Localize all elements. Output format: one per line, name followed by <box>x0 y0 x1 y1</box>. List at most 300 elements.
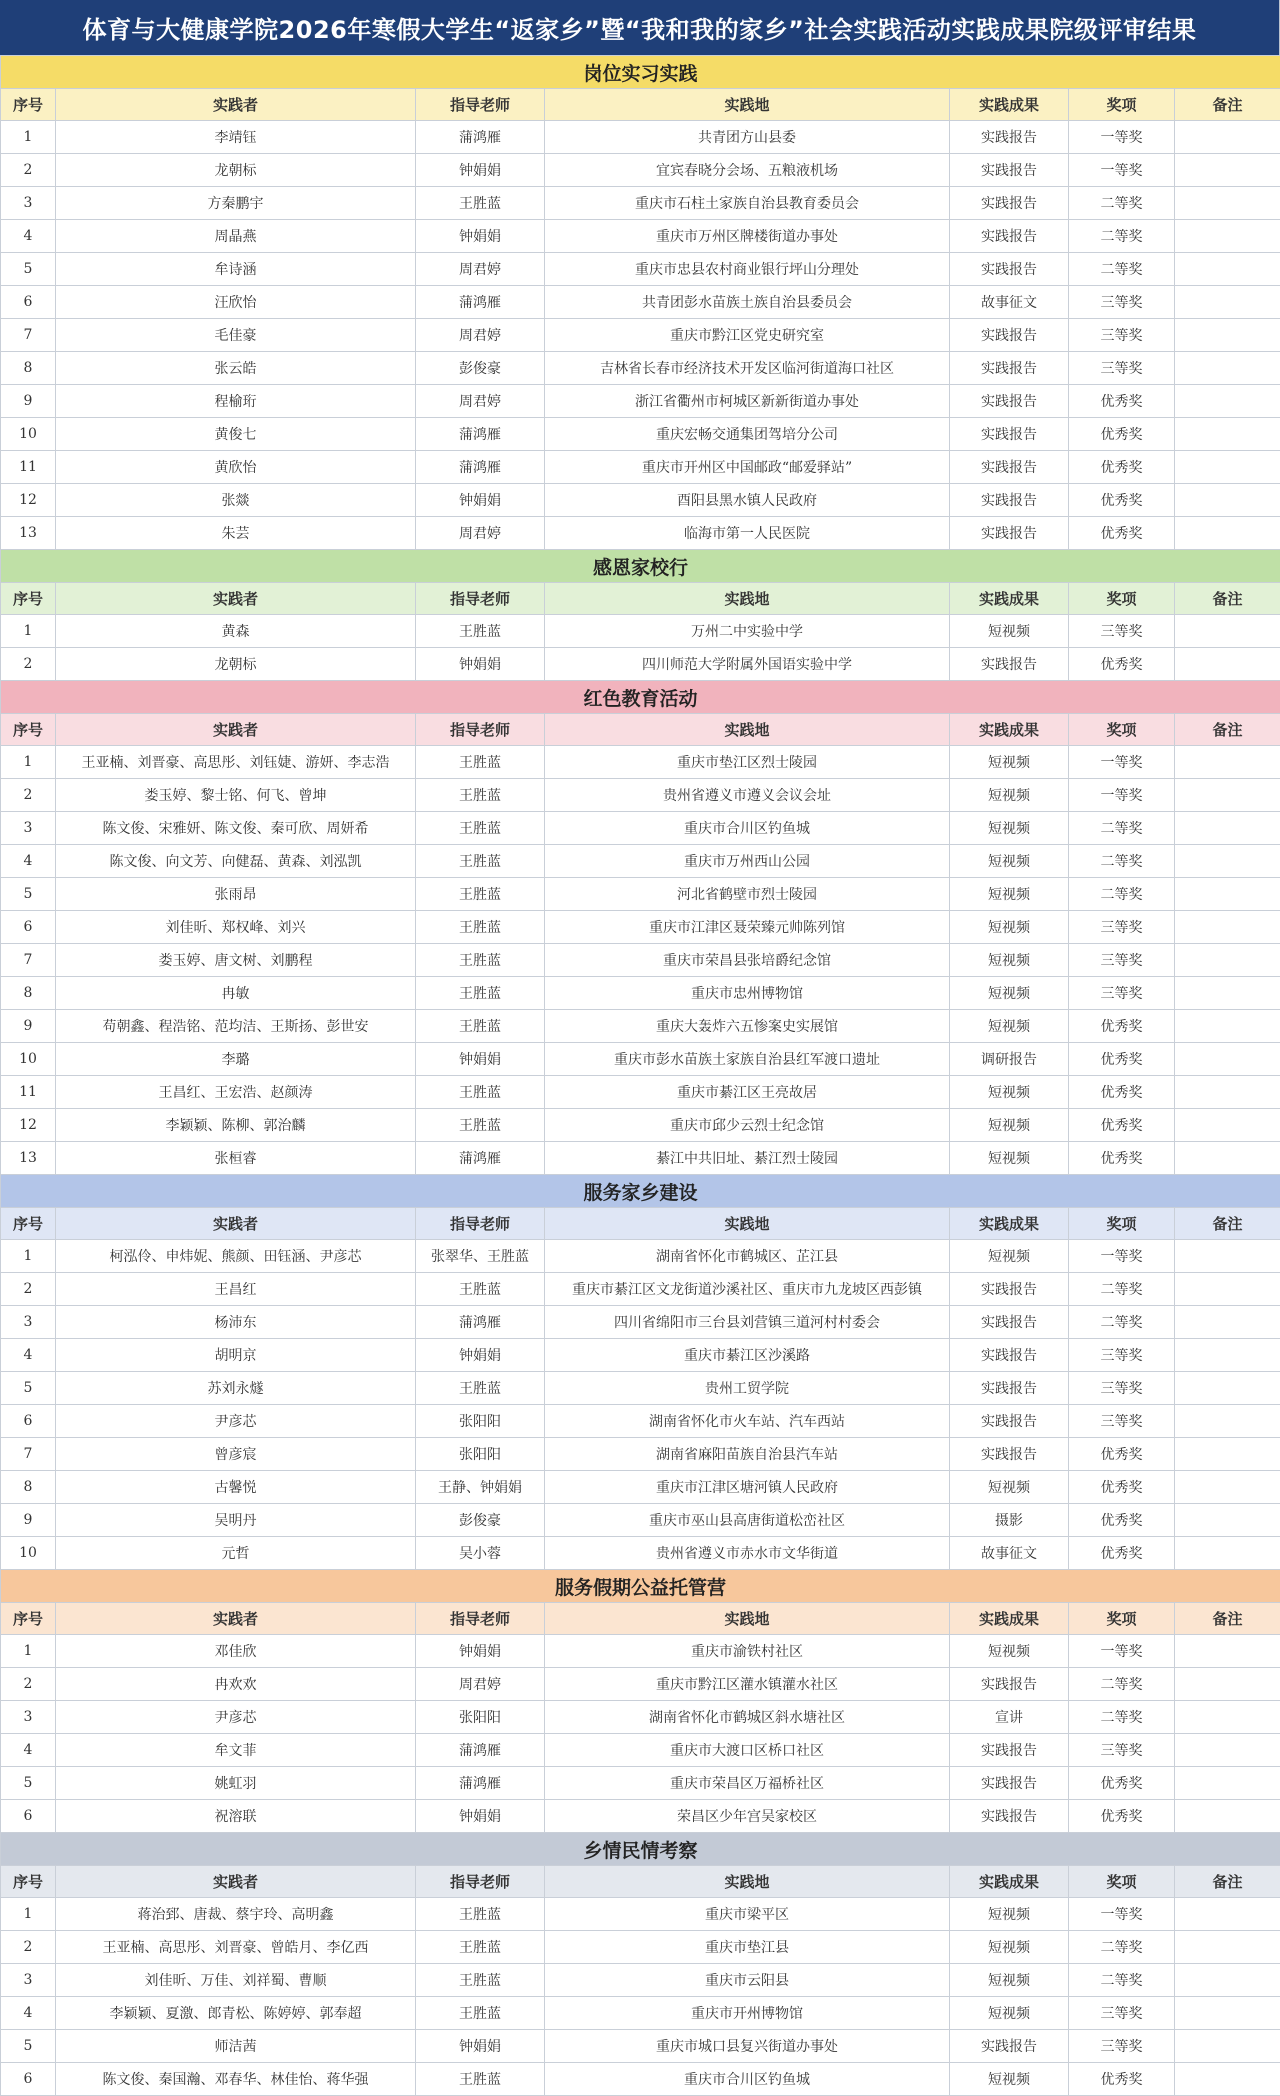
cell-col-remark <box>1175 1997 1280 2030</box>
table-row <box>1 1339 1280 1372</box>
table-row <box>1 187 1280 220</box>
column-header-col-practitioner: 实践者 <box>56 1866 416 1898</box>
cell-col-result: 实践报告 <box>950 187 1069 220</box>
table-row <box>1 1240 1280 1273</box>
cell-col-teacher: 钟娟娟 <box>416 220 545 253</box>
cell-col-location: 重庆宏畅交通集团驾培分公司 <box>545 418 950 451</box>
cell-col-remark <box>1175 286 1280 319</box>
cell-col-result: 短视频 <box>950 944 1069 977</box>
table-row <box>1 1537 1280 1570</box>
cell-col-award: 优秀奖 <box>1069 1043 1175 1076</box>
column-header-col-teacher: 指导老师 <box>416 714 545 746</box>
section-title: 感恩家校行 <box>1 550 1280 583</box>
cell-col-teacher: 王胜蓝 <box>416 1010 545 1043</box>
section-title: 服务假期公益托管营 <box>1 1570 1280 1603</box>
cell-col-location: 湖南省麻阳苗族自治县汽车站 <box>545 1438 950 1471</box>
table-row <box>1 1701 1280 1734</box>
cell-col-index: 4 <box>1 220 56 253</box>
column-header-col-award: 奖项 <box>1069 1208 1175 1240</box>
cell-col-practitioner: 黄欣怡 <box>56 451 416 484</box>
cell-col-teacher: 王胜蓝 <box>416 1372 545 1405</box>
cell-col-remark <box>1175 1043 1280 1076</box>
cell-col-location: 重庆市开州区中国邮政“邮爱驿站” <box>545 451 950 484</box>
cell-col-result: 短视频 <box>950 911 1069 944</box>
cell-col-award: 二等奖 <box>1069 1668 1175 1701</box>
cell-col-award: 三等奖 <box>1069 911 1175 944</box>
cell-col-teacher: 周君婷 <box>416 319 545 352</box>
cell-col-award: 二等奖 <box>1069 812 1175 845</box>
cell-col-teacher: 王胜蓝 <box>416 1273 545 1306</box>
cell-col-result: 实践报告 <box>950 1339 1069 1372</box>
cell-col-practitioner: 陈文俊、向文芳、向健磊、黄森、刘泓凯 <box>56 845 416 878</box>
cell-col-remark <box>1175 1372 1280 1405</box>
cell-col-practitioner: 王昌红 <box>56 1273 416 1306</box>
cell-col-award: 优秀奖 <box>1069 418 1175 451</box>
cell-col-location: 重庆市垫江区烈士陵园 <box>545 746 950 779</box>
results-table <box>0 55 1280 2096</box>
cell-col-teacher: 王胜蓝 <box>416 812 545 845</box>
cell-col-result: 短视频 <box>950 1010 1069 1043</box>
cell-col-practitioner: 尹彦芯 <box>56 1405 416 1438</box>
cell-col-award: 二等奖 <box>1069 878 1175 911</box>
cell-col-location: 湖南省怀化市鹤城区、芷江县 <box>545 1240 950 1273</box>
cell-col-index: 6 <box>1 1800 56 1833</box>
page-title: 体育与大健康学院2026年寒假大学生“返家乡”暨“我和我的家乡”社会实践活动实践成果院级评审结果 <box>0 0 1279 55</box>
cell-col-practitioner: 王亚楠、高思彤、刘晋豪、曾皓月、李亿西 <box>56 1931 416 1964</box>
cell-col-index: 9 <box>1 1010 56 1043</box>
cell-col-award: 优秀奖 <box>1069 1800 1175 1833</box>
cell-col-index: 2 <box>1 154 56 187</box>
cell-col-practitioner: 陈文俊、宋雅妍、陈文俊、秦可欣、周妍希 <box>56 812 416 845</box>
cell-col-location: 重庆市忠州博物馆 <box>545 977 950 1010</box>
cell-col-practitioner: 娄玉婷、唐文树、刘鹏程 <box>56 944 416 977</box>
cell-col-index: 2 <box>1 779 56 812</box>
cell-col-award: 优秀奖 <box>1069 1142 1175 1175</box>
cell-col-location: 重庆市黔江区党史研究室 <box>545 319 950 352</box>
cell-col-result: 短视频 <box>950 1142 1069 1175</box>
cell-col-practitioner: 毛佳豪 <box>56 319 416 352</box>
cell-col-practitioner: 陈文俊、秦国瀚、邓春华、林佳怡、蒋华强 <box>56 2063 416 2096</box>
cell-col-index: 4 <box>1 845 56 878</box>
cell-col-location: 重庆市梁平区 <box>545 1898 950 1931</box>
cell-col-index: 3 <box>1 1306 56 1339</box>
cell-col-result: 实践报告 <box>950 220 1069 253</box>
cell-col-award: 二等奖 <box>1069 1273 1175 1306</box>
table-row <box>1 1504 1280 1537</box>
cell-col-remark <box>1175 1076 1280 1109</box>
cell-col-teacher: 王胜蓝 <box>416 878 545 911</box>
column-header-col-remark: 备注 <box>1175 1603 1280 1635</box>
cell-col-location: 贵州工贸学院 <box>545 1372 950 1405</box>
column-header-col-teacher: 指导老师 <box>416 1208 545 1240</box>
cell-col-result: 短视频 <box>950 1997 1069 2030</box>
cell-col-location: 重庆市城口县复兴街道办事处 <box>545 2030 950 2063</box>
cell-col-award: 优秀奖 <box>1069 1010 1175 1043</box>
cell-col-location: 重庆市合川区钓鱼城 <box>545 2063 950 2096</box>
cell-col-teacher: 蒲鸿雁 <box>416 121 545 154</box>
cell-col-practitioner: 邓佳欣 <box>56 1635 416 1668</box>
cell-col-location: 重庆市云阳县 <box>545 1964 950 1997</box>
cell-col-practitioner: 古馨悦 <box>56 1471 416 1504</box>
cell-col-practitioner: 张雨昂 <box>56 878 416 911</box>
cell-col-result: 短视频 <box>950 1240 1069 1273</box>
cell-col-practitioner: 张桓睿 <box>56 1142 416 1175</box>
cell-col-practitioner: 胡明京 <box>56 1339 416 1372</box>
cell-col-index: 10 <box>1 1537 56 1570</box>
column-header-col-award: 奖项 <box>1069 1603 1175 1635</box>
cell-col-practitioner: 周晶燕 <box>56 220 416 253</box>
column-header-col-remark: 备注 <box>1175 1866 1280 1898</box>
cell-col-location: 重庆市石柱土家族自治县教育委员会 <box>545 187 950 220</box>
cell-col-location: 重庆市荣昌县张培爵纪念馆 <box>545 944 950 977</box>
cell-col-location: 重庆市垫江县 <box>545 1931 950 1964</box>
cell-col-remark <box>1175 1537 1280 1570</box>
cell-col-teacher: 王胜蓝 <box>416 615 545 648</box>
column-header-col-result: 实践成果 <box>950 1603 1069 1635</box>
cell-col-practitioner: 牟文菲 <box>56 1734 416 1767</box>
cell-col-index: 9 <box>1 1504 56 1537</box>
column-header-row <box>1 1603 1280 1635</box>
cell-col-index: 13 <box>1 1142 56 1175</box>
cell-col-index: 10 <box>1 418 56 451</box>
table-row <box>1 977 1280 1010</box>
cell-col-remark <box>1175 484 1280 517</box>
cell-col-teacher: 王胜蓝 <box>416 746 545 779</box>
column-header-col-practitioner: 实践者 <box>56 89 416 121</box>
cell-col-index: 5 <box>1 1372 56 1405</box>
cell-col-index: 8 <box>1 352 56 385</box>
cell-col-location: 重庆大轰炸六五惨案史实展馆 <box>545 1010 950 1043</box>
cell-col-remark <box>1175 911 1280 944</box>
cell-col-award: 二等奖 <box>1069 253 1175 286</box>
cell-col-location: 湖南省怀化市火车站、汽车西站 <box>545 1405 950 1438</box>
cell-col-award: 三等奖 <box>1069 944 1175 977</box>
cell-col-teacher: 蒲鸿雁 <box>416 286 545 319</box>
cell-col-location: 重庆市彭水苗族土家族自治县红军渡口遗址 <box>545 1043 950 1076</box>
cell-col-location: 重庆市大渡口区桥口社区 <box>545 1734 950 1767</box>
cell-col-award: 二等奖 <box>1069 1964 1175 1997</box>
cell-col-result: 短视频 <box>950 1109 1069 1142</box>
table-row <box>1 451 1280 484</box>
cell-col-result: 实践报告 <box>950 1273 1069 1306</box>
cell-col-remark <box>1175 1635 1280 1668</box>
cell-col-remark <box>1175 977 1280 1010</box>
cell-col-award: 三等奖 <box>1069 1734 1175 1767</box>
table-row <box>1 1372 1280 1405</box>
cell-col-remark <box>1175 1800 1280 1833</box>
cell-col-practitioner: 苏刘永燧 <box>56 1372 416 1405</box>
column-header-col-teacher: 指导老师 <box>416 1603 545 1635</box>
cell-col-practitioner: 冉欢欢 <box>56 1668 416 1701</box>
results-table-body <box>1 56 1280 2096</box>
cell-col-teacher: 王胜蓝 <box>416 977 545 1010</box>
cell-col-teacher: 钟娟娟 <box>416 1800 545 1833</box>
cell-col-award: 优秀奖 <box>1069 1504 1175 1537</box>
column-header-col-index: 序号 <box>1 1208 56 1240</box>
cell-col-award: 优秀奖 <box>1069 648 1175 681</box>
cell-col-index: 9 <box>1 385 56 418</box>
cell-col-result: 短视频 <box>950 845 1069 878</box>
cell-col-practitioner: 张燚 <box>56 484 416 517</box>
cell-col-practitioner: 师洁茜 <box>56 2030 416 2063</box>
cell-col-index: 1 <box>1 746 56 779</box>
cell-col-result: 实践报告 <box>950 1800 1069 1833</box>
table-row <box>1 944 1280 977</box>
cell-col-award: 二等奖 <box>1069 220 1175 253</box>
cell-col-teacher: 王胜蓝 <box>416 2063 545 2096</box>
cell-col-remark <box>1175 517 1280 550</box>
table-row <box>1 1405 1280 1438</box>
cell-col-location: 重庆市邱少云烈士纪念馆 <box>545 1109 950 1142</box>
cell-col-practitioner: 冉敏 <box>56 977 416 1010</box>
table-row <box>1 154 1280 187</box>
cell-col-location: 湖南省怀化市鹤城区斜水塘社区 <box>545 1701 950 1734</box>
cell-col-location: 綦江中共旧址、綦江烈士陵园 <box>545 1142 950 1175</box>
column-header-col-location: 实践地 <box>545 89 950 121</box>
cell-col-index: 5 <box>1 253 56 286</box>
cell-col-remark <box>1175 187 1280 220</box>
cell-col-result: 短视频 <box>950 977 1069 1010</box>
cell-col-remark <box>1175 253 1280 286</box>
cell-col-remark <box>1175 418 1280 451</box>
cell-col-index: 5 <box>1 878 56 911</box>
cell-col-award: 优秀奖 <box>1069 1076 1175 1109</box>
column-header-col-teacher: 指导老师 <box>416 1866 545 1898</box>
cell-col-remark <box>1175 2063 1280 2096</box>
column-header-col-location: 实践地 <box>545 1208 950 1240</box>
cell-col-practitioner: 元哲 <box>56 1537 416 1570</box>
table-row <box>1 253 1280 286</box>
cell-col-award: 三等奖 <box>1069 977 1175 1010</box>
section-title-row <box>1 1570 1280 1603</box>
cell-col-remark <box>1175 2030 1280 2063</box>
column-header-col-teacher: 指导老师 <box>416 583 545 615</box>
table-row <box>1 418 1280 451</box>
cell-col-index: 3 <box>1 812 56 845</box>
cell-col-practitioner: 刘佳昕、万佳、刘祥蜀、曹顺 <box>56 1964 416 1997</box>
cell-col-result: 实践报告 <box>950 352 1069 385</box>
cell-col-index: 1 <box>1 1635 56 1668</box>
cell-col-result: 宣讲 <box>950 1701 1069 1734</box>
cell-col-award: 三等奖 <box>1069 286 1175 319</box>
cell-col-teacher: 王胜蓝 <box>416 187 545 220</box>
cell-col-remark <box>1175 648 1280 681</box>
table-row <box>1 1767 1280 1800</box>
table-row <box>1 615 1280 648</box>
table-row <box>1 484 1280 517</box>
cell-col-award: 优秀奖 <box>1069 1109 1175 1142</box>
section-title: 乡情民情考察 <box>1 1833 1280 1866</box>
cell-col-location: 重庆市綦江区沙溪路 <box>545 1339 950 1372</box>
cell-col-award: 优秀奖 <box>1069 2063 1175 2096</box>
table-row <box>1 319 1280 352</box>
cell-col-remark <box>1175 1240 1280 1273</box>
cell-col-award: 三等奖 <box>1069 319 1175 352</box>
cell-col-result: 故事征文 <box>950 1537 1069 1570</box>
cell-col-index: 2 <box>1 1931 56 1964</box>
cell-col-result: 实践报告 <box>950 1306 1069 1339</box>
cell-col-practitioner: 汪欣怡 <box>56 286 416 319</box>
cell-col-teacher: 王胜蓝 <box>416 1997 545 2030</box>
cell-col-result: 短视频 <box>950 2063 1069 2096</box>
cell-col-location: 贵州省遵义市赤水市文华街道 <box>545 1537 950 1570</box>
cell-col-location: 重庆市忠县农村商业银行坪山分理处 <box>545 253 950 286</box>
cell-col-location: 共青团方山县委 <box>545 121 950 154</box>
cell-col-result: 短视频 <box>950 1076 1069 1109</box>
cell-col-teacher: 王胜蓝 <box>416 1076 545 1109</box>
table-row <box>1 1010 1280 1043</box>
cell-col-remark <box>1175 319 1280 352</box>
cell-col-index: 12 <box>1 484 56 517</box>
cell-col-index: 6 <box>1 1405 56 1438</box>
section-title-row <box>1 681 1280 714</box>
cell-col-index: 5 <box>1 1767 56 1800</box>
cell-col-index: 6 <box>1 2063 56 2096</box>
table-row <box>1 1668 1280 1701</box>
cell-col-award: 三等奖 <box>1069 2030 1175 2063</box>
cell-col-result: 短视频 <box>950 1471 1069 1504</box>
section-title-row <box>1 1175 1280 1208</box>
cell-col-practitioner: 程榆珩 <box>56 385 416 418</box>
cell-col-remark <box>1175 1339 1280 1372</box>
column-header-col-result: 实践成果 <box>950 714 1069 746</box>
column-header-col-index: 序号 <box>1 583 56 615</box>
cell-col-practitioner: 王昌红、王宏浩、赵颜涛 <box>56 1076 416 1109</box>
table-row <box>1 1109 1280 1142</box>
column-header-col-index: 序号 <box>1 1603 56 1635</box>
table-row <box>1 220 1280 253</box>
cell-col-teacher: 张翠华、王胜蓝 <box>416 1240 545 1273</box>
cell-col-remark <box>1175 845 1280 878</box>
cell-col-award: 优秀奖 <box>1069 1471 1175 1504</box>
cell-col-index: 3 <box>1 1964 56 1997</box>
cell-col-award: 二等奖 <box>1069 1931 1175 1964</box>
cell-col-index: 6 <box>1 286 56 319</box>
cell-col-location: 临海市第一人民医院 <box>545 517 950 550</box>
cell-col-practitioner: 方秦鹏宇 <box>56 187 416 220</box>
cell-col-index: 7 <box>1 1438 56 1471</box>
cell-col-index: 11 <box>1 451 56 484</box>
cell-col-remark <box>1175 1931 1280 1964</box>
cell-col-remark <box>1175 220 1280 253</box>
cell-col-teacher: 蒲鸿雁 <box>416 1734 545 1767</box>
cell-col-teacher: 周君婷 <box>416 517 545 550</box>
table-row <box>1 1471 1280 1504</box>
cell-col-practitioner: 龙朝标 <box>56 648 416 681</box>
cell-col-location: 重庆市綦江区王亮故居 <box>545 1076 950 1109</box>
column-header-row <box>1 1866 1280 1898</box>
cell-col-remark <box>1175 385 1280 418</box>
cell-col-teacher: 钟娟娟 <box>416 1043 545 1076</box>
table-row <box>1 352 1280 385</box>
table-row <box>1 1273 1280 1306</box>
cell-col-remark <box>1175 154 1280 187</box>
cell-col-remark <box>1175 1701 1280 1734</box>
table-row <box>1 746 1280 779</box>
cell-col-remark <box>1175 1306 1280 1339</box>
cell-col-award: 优秀奖 <box>1069 517 1175 550</box>
column-header-col-index: 序号 <box>1 1866 56 1898</box>
cell-col-index: 4 <box>1 1734 56 1767</box>
cell-col-index: 1 <box>1 1240 56 1273</box>
column-header-col-location: 实践地 <box>545 1603 950 1635</box>
cell-col-teacher: 王胜蓝 <box>416 911 545 944</box>
cell-col-location: 重庆市万州区牌楼街道办事处 <box>545 220 950 253</box>
cell-col-teacher: 王胜蓝 <box>416 1898 545 1931</box>
cell-col-result: 短视频 <box>950 812 1069 845</box>
column-header-col-practitioner: 实践者 <box>56 1603 416 1635</box>
cell-col-index: 2 <box>1 1273 56 1306</box>
cell-col-location: 重庆市渝铁村社区 <box>545 1635 950 1668</box>
cell-col-index: 2 <box>1 648 56 681</box>
table-row <box>1 385 1280 418</box>
cell-col-award: 优秀奖 <box>1069 1537 1175 1570</box>
table-row <box>1 517 1280 550</box>
cell-col-award: 优秀奖 <box>1069 1767 1175 1800</box>
column-header-col-award: 奖项 <box>1069 583 1175 615</box>
cell-col-practitioner: 吴明丹 <box>56 1504 416 1537</box>
cell-col-index: 11 <box>1 1076 56 1109</box>
cell-col-location: 共青团彭水苗族土族自治县委员会 <box>545 286 950 319</box>
cell-col-practitioner: 李颖颖、夏激、郎青松、陈婷婷、郭奉超 <box>56 1997 416 2030</box>
column-header-col-award: 奖项 <box>1069 89 1175 121</box>
cell-col-teacher: 张阳阳 <box>416 1405 545 1438</box>
cell-col-remark <box>1175 1010 1280 1043</box>
cell-col-teacher: 钟娟娟 <box>416 154 545 187</box>
cell-col-teacher: 王胜蓝 <box>416 779 545 812</box>
cell-col-result: 实践报告 <box>950 1767 1069 1800</box>
cell-col-result: 实践报告 <box>950 385 1069 418</box>
cell-col-result: 实践报告 <box>950 253 1069 286</box>
cell-col-location: 贵州省遵义市遵义会议会址 <box>545 779 950 812</box>
cell-col-index: 7 <box>1 319 56 352</box>
column-header-col-location: 实践地 <box>545 583 950 615</box>
section-title-row <box>1 1833 1280 1866</box>
cell-col-result: 实践报告 <box>950 451 1069 484</box>
cell-col-index: 5 <box>1 2030 56 2063</box>
cell-col-remark <box>1175 121 1280 154</box>
column-header-col-result: 实践成果 <box>950 1866 1069 1898</box>
cell-col-practitioner: 祝溶联 <box>56 1800 416 1833</box>
cell-col-index: 3 <box>1 187 56 220</box>
cell-col-teacher: 蒲鸿雁 <box>416 1767 545 1800</box>
section-title: 服务家乡建设 <box>1 1175 1280 1208</box>
cell-col-teacher: 蒲鸿雁 <box>416 451 545 484</box>
column-header-col-index: 序号 <box>1 89 56 121</box>
cell-col-award: 一等奖 <box>1069 121 1175 154</box>
column-header-row <box>1 583 1280 615</box>
cell-col-award: 三等奖 <box>1069 615 1175 648</box>
table-row <box>1 845 1280 878</box>
cell-col-remark <box>1175 615 1280 648</box>
cell-col-index: 1 <box>1 121 56 154</box>
cell-col-remark <box>1175 812 1280 845</box>
cell-col-practitioner: 李靖钰 <box>56 121 416 154</box>
cell-col-practitioner: 李璐 <box>56 1043 416 1076</box>
cell-col-teacher: 钟娟娟 <box>416 648 545 681</box>
cell-col-award: 二等奖 <box>1069 187 1175 220</box>
table-row <box>1 1076 1280 1109</box>
cell-col-result: 实践报告 <box>950 1372 1069 1405</box>
cell-col-teacher: 王胜蓝 <box>416 944 545 977</box>
column-header-col-result: 实践成果 <box>950 583 1069 615</box>
table-row <box>1 1043 1280 1076</box>
cell-col-award: 优秀奖 <box>1069 451 1175 484</box>
cell-col-award: 一等奖 <box>1069 1898 1175 1931</box>
cell-col-teacher: 王胜蓝 <box>416 1931 545 1964</box>
table-row <box>1 1898 1280 1931</box>
cell-col-award: 三等奖 <box>1069 1997 1175 2030</box>
